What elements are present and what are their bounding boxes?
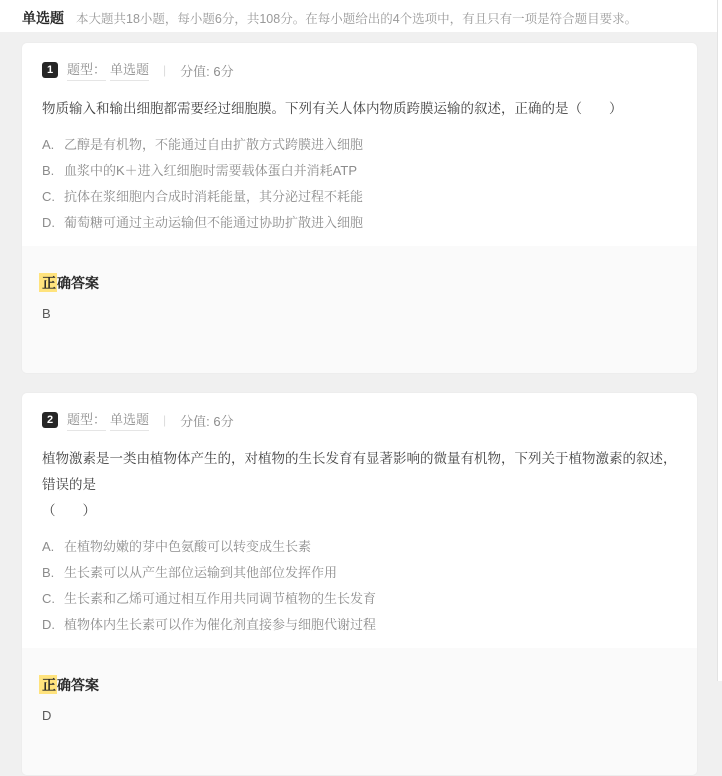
- option-row-d: [42, 210, 677, 236]
- option-letter: A.: [42, 539, 55, 554]
- option-letter: B.: [42, 163, 55, 178]
- question-card-2: [21, 392, 698, 776]
- question-list: [0, 32, 722, 776]
- question-type-value: 单选题: [110, 59, 149, 81]
- answer-section: [22, 246, 697, 373]
- option-text: 葡萄糖可通过主动运输但不能通过协助扩散进入细胞: [64, 215, 364, 230]
- question-number-badge: 2: [42, 412, 58, 428]
- option-text: 抗体在浆细胞内合成时消耗能量，其分泌过程不耗能: [64, 189, 364, 204]
- question-type-label: 题型：: [67, 409, 106, 431]
- option-letter: D.: [42, 215, 55, 230]
- meta-divider: |: [163, 63, 167, 77]
- scrollbar-track[interactable]: [717, 0, 722, 681]
- option-row-a: [42, 534, 677, 560]
- question-score: 分值: 6分: [180, 413, 234, 429]
- option-row-c: [42, 184, 677, 210]
- option-row-b: [42, 560, 677, 586]
- answer-section: [22, 648, 697, 775]
- section-header: [0, 0, 722, 32]
- option-row-a: [42, 132, 677, 158]
- answer-label-rest: 确答案: [57, 275, 99, 291]
- option-letter: B.: [42, 565, 55, 580]
- option-text: 植物体内生长素可以作为催化剂直接参与细胞代谢过程: [64, 617, 377, 632]
- option-row-b: [42, 158, 677, 184]
- correct-answer-label: [42, 273, 677, 293]
- question-stem-line1: 植物激素是一类由植物体产生的，对植物的生长发育有显著影响的微量有机物，下列关于植物激素的叙述，错误的是: [42, 451, 677, 492]
- question-stem-line1: 物质输入和输出细胞都需要经过细胞膜。下列有关人体内物质跨膜运输的叙述，正确的是（ ）: [42, 101, 623, 116]
- question-2-meta-row: [42, 409, 677, 431]
- correct-answer-value: B: [42, 306, 51, 321]
- section-title: 单选题: [22, 10, 64, 26]
- meta-divider: |: [163, 413, 167, 427]
- question-score: 分值: 6分: [180, 63, 234, 79]
- option-text: 生长素可以从产生部位运输到其他部位发挥作用: [64, 565, 338, 580]
- option-letter: A.: [42, 137, 55, 152]
- option-text: 血浆中的K＋进入红细胞时需要载体蛋白并消耗ATP: [64, 163, 357, 178]
- question-card-2-body: [22, 393, 697, 638]
- option-row-c: [42, 586, 677, 612]
- question-stem-line2: （ ）: [42, 503, 96, 518]
- option-row-d: [42, 612, 677, 638]
- answer-label-rest: 确答案: [57, 677, 99, 693]
- option-list: [42, 132, 677, 236]
- option-letter: C.: [42, 591, 55, 606]
- question-stem: [42, 446, 677, 524]
- question-type-value: 单选题: [110, 409, 149, 431]
- section-description: 本大题共18小题，每小题6分，共108分。在每小题给出的4个选项中，有且只有一项是符合题目要求。: [76, 12, 638, 26]
- question-card-1: [21, 42, 698, 374]
- option-letter: C.: [42, 189, 55, 204]
- option-text: 生长素和乙烯可通过相互作用共同调节植物的生长发育: [64, 591, 377, 606]
- answer-label-highlight: 正: [39, 273, 57, 292]
- option-text: 在植物幼嫩的芽中色氨酸可以转变成生长素: [64, 539, 312, 554]
- answer-label-highlight: 正: [39, 675, 57, 694]
- option-list: [42, 534, 677, 638]
- question-number-badge: 1: [42, 62, 58, 78]
- question-1-meta-row: [42, 59, 677, 81]
- question-stem: [42, 96, 677, 122]
- correct-answer-label: [42, 675, 677, 695]
- question-card-1-body: [22, 43, 697, 236]
- option-text: 乙醇是有机物，不能通过自由扩散方式跨膜进入细胞: [64, 137, 364, 152]
- option-letter: D.: [42, 617, 55, 632]
- question-type-label: 题型：: [67, 59, 106, 81]
- correct-answer-value: D: [42, 708, 52, 723]
